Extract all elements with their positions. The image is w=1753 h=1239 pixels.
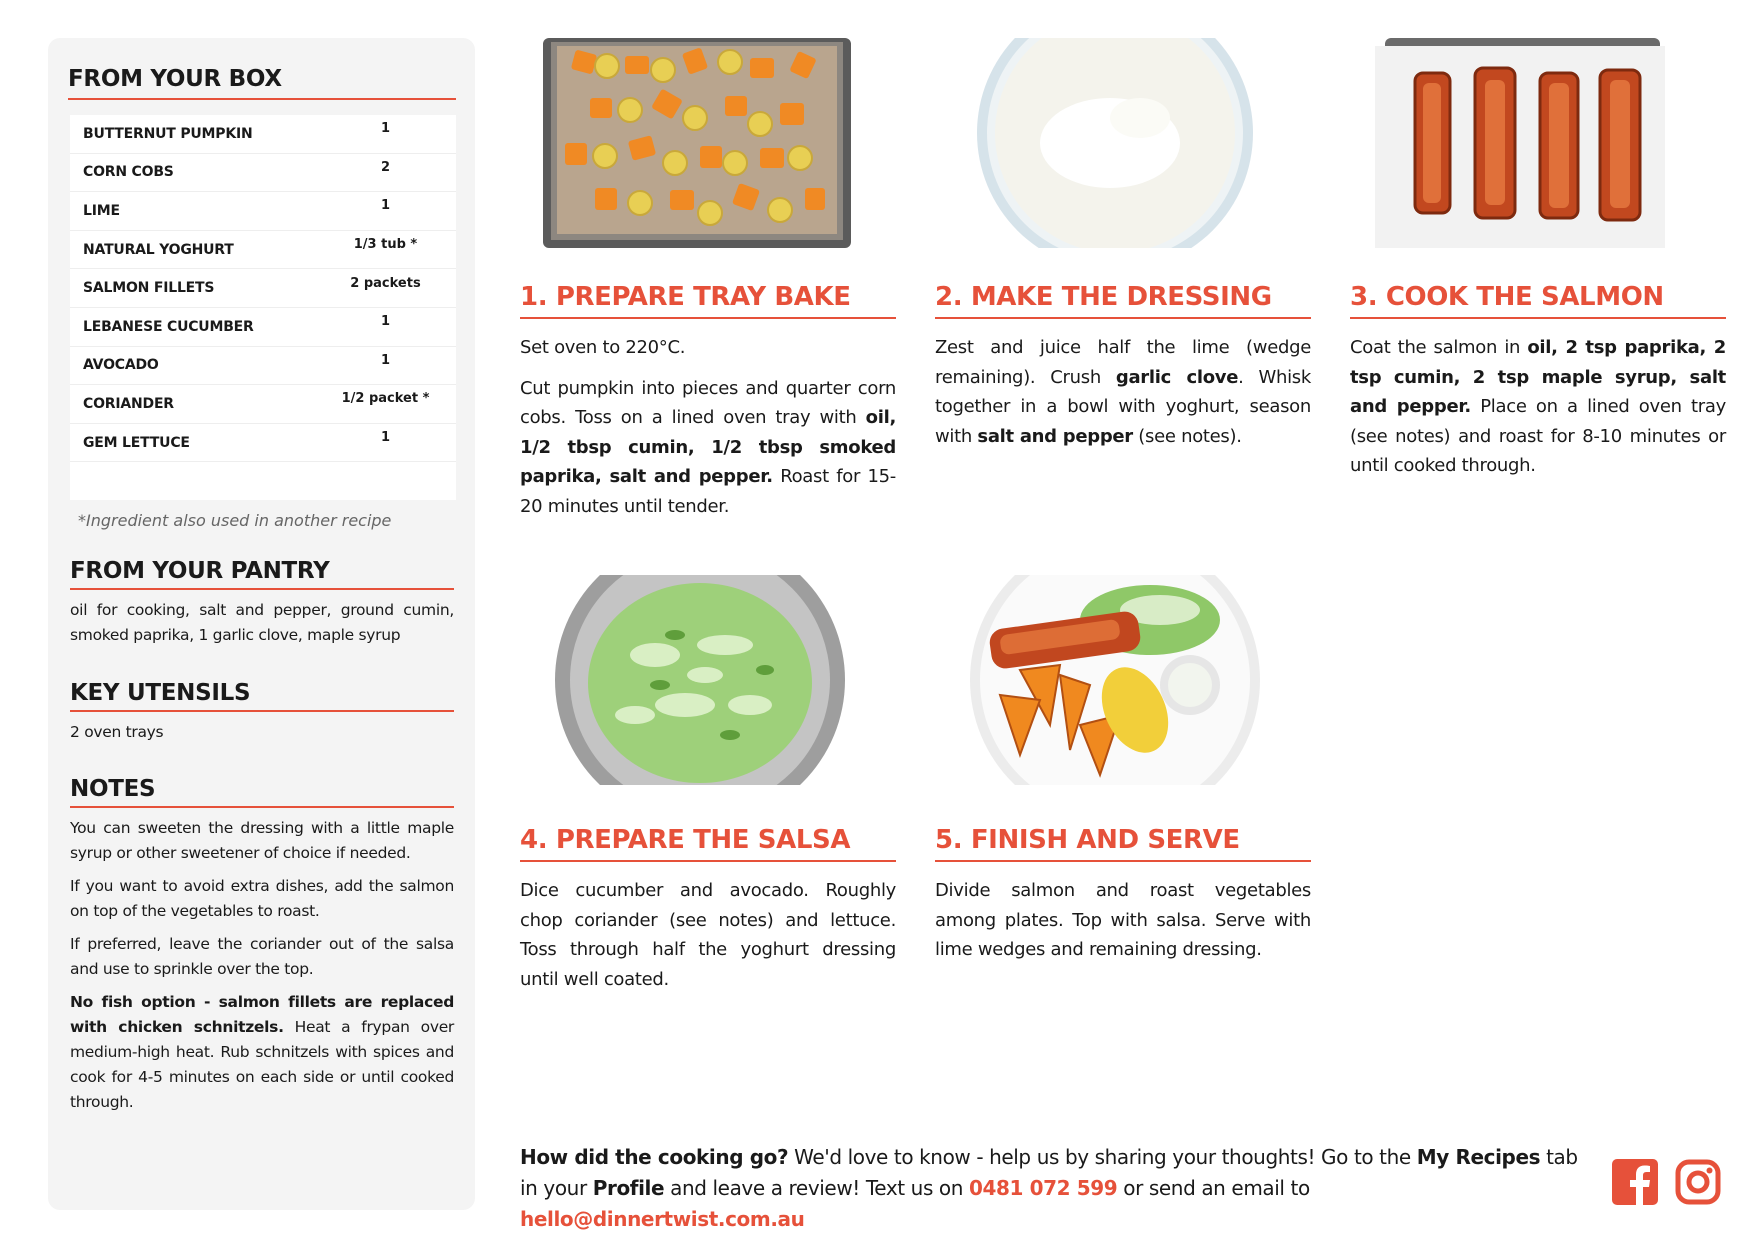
- salmon-tray-image: [1375, 38, 1705, 248]
- feedback-question: How did the cooking go?: [520, 1145, 789, 1169]
- ingredient-spacer: [70, 462, 456, 500]
- email-link[interactable]: hello@dinnertwist.com.au: [520, 1207, 805, 1231]
- step-2-title: 2. MAKE THE DRESSING: [935, 282, 1311, 319]
- step-1-title: 1. PREPARE TRAY BAKE: [520, 282, 896, 319]
- utensils-section: [70, 680, 454, 745]
- step-1-body: [520, 333, 896, 521]
- sidebar: [48, 38, 475, 1210]
- step-1: [520, 282, 896, 521]
- instagram-icon[interactable]: [1675, 1159, 1721, 1205]
- ingredient-row: [70, 347, 456, 386]
- ingredient-qty: 1: [380, 430, 391, 446]
- note-item: If preferred, leave the coriander out of the salsa and use to sprinkle over the top.: [70, 935, 454, 978]
- step-2: [935, 282, 1311, 451]
- feedback-text-1: We'd love to know - help us by sharing your thoughts! Go to the: [788, 1145, 1417, 1169]
- feedback-text-2: tab in your: [520, 1145, 1578, 1200]
- step-2-text-bold-1: garlic clove: [1115, 366, 1239, 388]
- finished-dish-illustration: [950, 575, 1280, 785]
- ingredient-name: SALMON FILLETS: [83, 280, 215, 297]
- utensils-heading: KEY UTENSILS: [70, 680, 454, 712]
- ingredient-name: NATURAL YOGHURT: [83, 241, 234, 258]
- step-1-text-a: Cut pumpkin into pieces and quarter corn cobs. Toss on a lined oven tray with: [520, 377, 896, 428]
- tray-bake-illustration: [535, 38, 865, 248]
- ingredient-qty: 1/2 packet *: [341, 391, 430, 407]
- ingredient-qty: 1: [380, 352, 391, 368]
- ingredients-table: [70, 115, 456, 500]
- my-recipes-link[interactable]: My Recipes: [1416, 1145, 1541, 1169]
- notes-heading: NOTES: [70, 776, 454, 808]
- step-5-instructions: Divide salmon and roast vegetables among plates. Top with salsa. Serve with lime wedges and remaining dressing.: [935, 880, 1311, 960]
- ingredient-footnote: *Ingredient also used in another recipe: [78, 511, 392, 530]
- step-2-text-a: Zest and juice half the lime (wedge remaining). Crush: [935, 337, 1311, 388]
- ingredient-row: [70, 269, 456, 308]
- step-2-text-c: . Whisk together in a bowl with yoghurt, season with: [935, 366, 1311, 447]
- ingredient-qty: 2: [380, 159, 391, 175]
- step-1-text-bold: oil, 1/2 tbsp cumin, 1/2 tbsp smoked paprika, salt and pepper.: [520, 407, 896, 487]
- ingredient-name: AVOCADO: [83, 357, 159, 374]
- phone-link[interactable]: 0481 072 599: [969, 1176, 1118, 1200]
- notes-section: [70, 776, 454, 1115]
- step-1-text-c: Roast for 15-20 minutes until tender.: [520, 466, 896, 517]
- step-3: [1350, 282, 1726, 481]
- pantry-section: [70, 558, 454, 648]
- ingredient-qty: 1: [380, 314, 391, 330]
- step-3-text-a: Coat the salmon in: [1350, 337, 1528, 358]
- ingredient-name: CORIANDER: [83, 395, 174, 412]
- note-item: You can sweeten the dressing with a little maple syrup or other sweetener of choice if needed.: [70, 819, 454, 862]
- step-5-title: 5. FINISH AND SERVE: [935, 825, 1311, 862]
- no-fish-text: Heat a frypan over medium-high heat. Rub schnitzels with spices and cook for 4-5 minutes on each side or until cooked through.: [70, 1018, 454, 1111]
- ingredient-row: [70, 231, 456, 270]
- ingredient-qty: 1/3 tub *: [353, 237, 418, 253]
- ingredient-name: LEBANESE CUCUMBER: [83, 318, 254, 335]
- step-3-instructions: [1350, 333, 1726, 481]
- ingredient-row: [70, 115, 456, 154]
- note-item: If you want to avoid extra dishes, add the salmon on top of the vegetables to roast.: [70, 877, 454, 920]
- step-2-body: [935, 333, 1311, 451]
- dressing-image: [950, 38, 1280, 248]
- tray-bake-image: [535, 38, 865, 248]
- feedback-text-3: and leave a review! Text us on: [664, 1176, 969, 1200]
- step-2-text-e: (see notes).: [1132, 425, 1242, 447]
- ingredient-row: [70, 308, 456, 347]
- finished-dish-image: [950, 575, 1280, 785]
- pantry-heading: FROM YOUR PANTRY: [70, 558, 454, 590]
- step-4-title: 4. PREPARE THE SALSA: [520, 825, 896, 862]
- ingredient-qty: 1: [380, 198, 391, 214]
- step-4-body: [520, 876, 896, 994]
- step-2-instructions: [935, 333, 1311, 451]
- ingredient-qty: 1: [380, 121, 391, 137]
- dressing-illustration: [950, 38, 1280, 248]
- step-3-title: 3. COOK THE SALMON: [1350, 282, 1726, 319]
- step-4-instructions: Dice cucumber and avocado. Roughly chop coriander (see notes) and lettuce. Toss through half the yoghurt dressing until well coated.: [520, 880, 896, 990]
- ingredient-name: CORN COBS: [83, 164, 174, 181]
- step-4: [520, 825, 896, 994]
- step-3-text-c: Place on a lined oven tray (see notes) and roast for 8-10 minutes or until cooked through.: [1350, 396, 1726, 476]
- salmon-tray-illustration: [1375, 38, 1705, 248]
- from-your-box-heading: FROM YOUR BOX: [68, 66, 456, 100]
- step-5: [935, 825, 1311, 965]
- ingredient-name: LIME: [83, 202, 120, 219]
- ingredient-row: [70, 154, 456, 193]
- step-3-text-bold: oil, 2 tsp paprika, 2 tsp cumin, 2 tsp maple syrup, salt and pepper.: [1350, 337, 1726, 417]
- ingredient-row: [70, 424, 456, 463]
- salsa-image: [535, 575, 865, 785]
- salsa-illustration: [535, 575, 865, 785]
- feedback-text-4: or send an email to: [1117, 1176, 1310, 1200]
- note-item-no-fish: [70, 990, 454, 1115]
- utensils-text: 2 oven trays: [70, 723, 164, 741]
- step-2-text-bold-2: salt and pepper: [977, 425, 1133, 447]
- feedback-footer: [520, 1142, 1600, 1235]
- pantry-text: oil for cooking, salt and pepper, ground cumin, smoked paprika, 1 garlic clove, maple syrup: [70, 601, 454, 644]
- step-3-body: [1350, 333, 1726, 481]
- ingredient-name: BUTTERNUT PUMPKIN: [83, 125, 253, 142]
- ingredient-qty: 2 packets: [350, 275, 421, 291]
- ingredient-row: [70, 385, 456, 424]
- ingredient-name: GEM LETTUCE: [83, 434, 190, 451]
- facebook-icon[interactable]: [1612, 1159, 1658, 1205]
- step-1-oven: Set oven to 220°C.: [520, 337, 686, 358]
- step-5-body: [935, 876, 1311, 965]
- no-fish-bold: No fish option - salmon fillets are replaced with chicken schnitzels.: [70, 993, 454, 1036]
- ingredient-row: [70, 192, 456, 231]
- step-1-instructions: [520, 374, 896, 522]
- profile-link[interactable]: Profile: [592, 1176, 665, 1200]
